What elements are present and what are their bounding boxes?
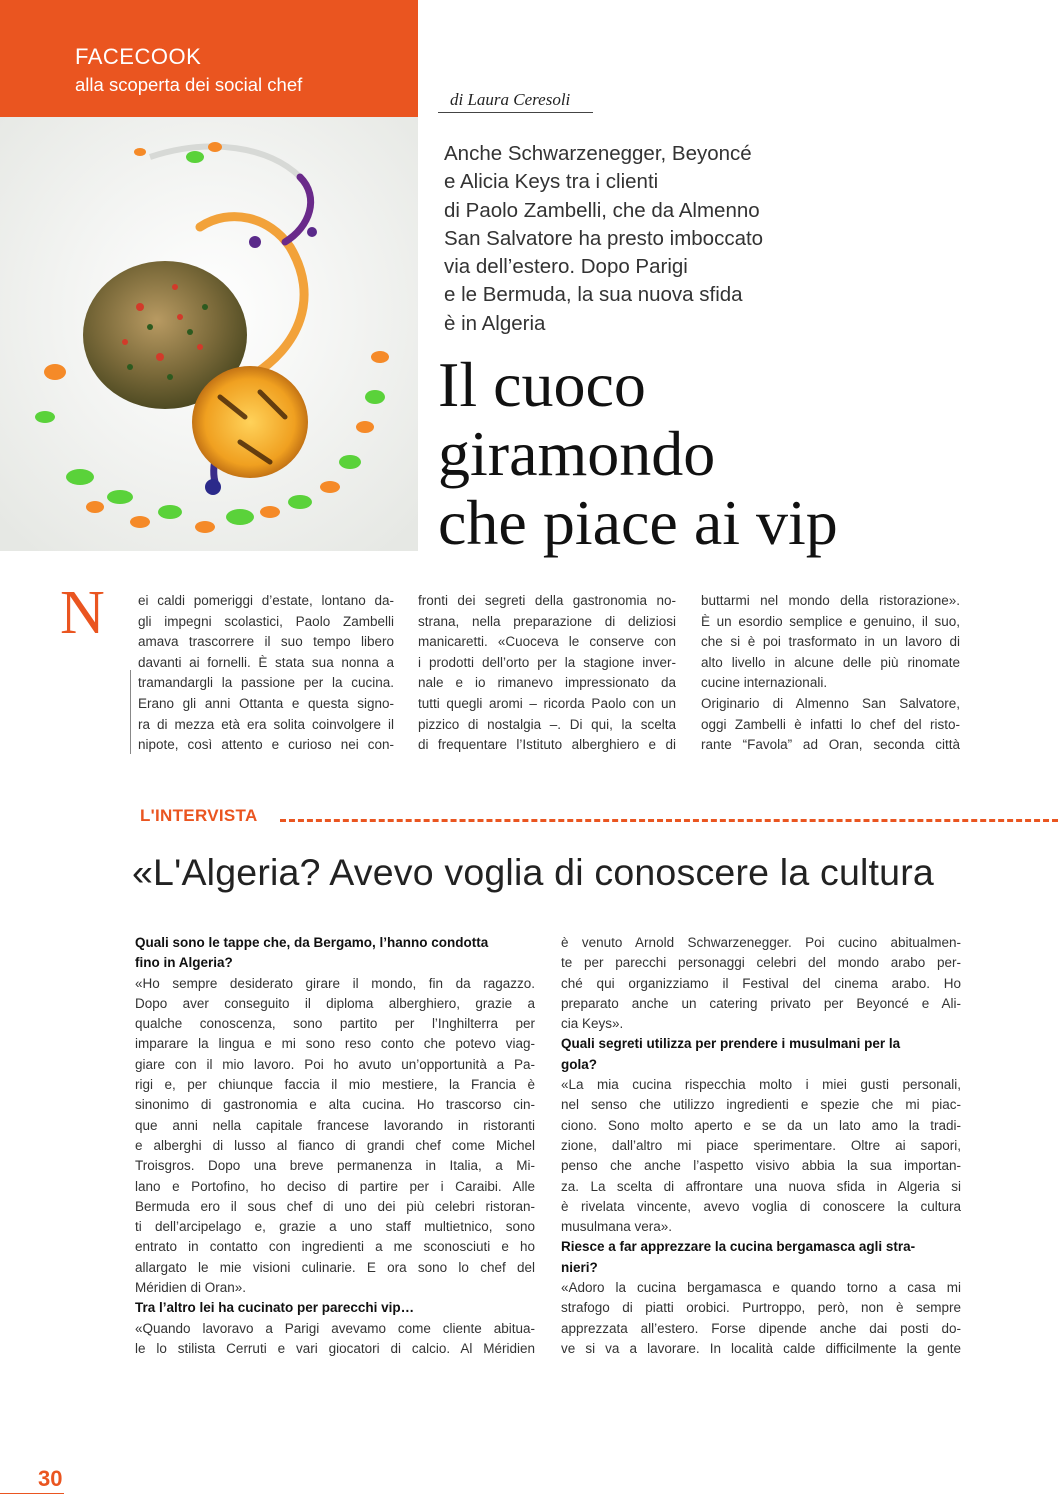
interview-answer-line: strafogo di piatti orobici. Purtroppo, però, non è sempre (561, 1300, 961, 1316)
section-header-box (0, 0, 418, 117)
deck-line: di Paolo Zambelli, che da Almenno (444, 198, 760, 222)
text-line: Erano gli anni Ottanta e questa signo- (138, 695, 394, 711)
interview-answer-line: lano e Portofino, ho deciso di partire per i Caraibi. Alle (135, 1178, 535, 1194)
intro-column-1 (138, 591, 394, 756)
interview-answer-line: ché qui organizziamo il Festival del cinema arabo. Ho (561, 975, 961, 991)
interview-answer-line: qualche conoscenza, sono partito per l’Inghilterra per (135, 1016, 535, 1032)
dish-illustration (0, 117, 418, 551)
author-byline: di Laura Ceresoli (450, 90, 571, 109)
article-headline (438, 350, 1038, 557)
interview-question-line: nieri? (561, 1259, 598, 1275)
text-line: tramandargli la passione per la cucina. (138, 675, 394, 691)
interview-answer-line: è venuto Arnold Schwarzenegger. Poi cucino abitualmen- (561, 935, 961, 950)
interview-answer-line: «La mia cucina rispecchia molto i miei gusti personali, (561, 1077, 961, 1093)
interview-question-line: fino in Algeria? (135, 955, 233, 971)
text-line: nipote, così attento e curioso nei con- (138, 737, 394, 753)
intro-column-3 (701, 591, 960, 756)
interview-label: L'INTERVISTA (140, 806, 258, 825)
interview-answer-line: Bermuda ero il sous chef di uno dei più celebri ristoran- (135, 1198, 535, 1214)
interview-answer-line: nel senso che utilizzo ingredienti e spezie che mi piac- (561, 1097, 961, 1113)
text-line: cucine internazionali. (701, 675, 828, 691)
text-line: È un esordio semplice e genuino, il suo, (701, 613, 960, 629)
interview-question-line: gola? (561, 1056, 597, 1072)
interview-answer-line: ciono. Sono molto aperto e se da un lato amo la tradi- (561, 1117, 961, 1133)
interview-answer-line: rigi e, per chiunque faccia il mio mestiere, la Francia è (135, 1077, 535, 1093)
interview-answer-line: imparare la lingua e mi sono reso conto che potevo viag- (135, 1036, 535, 1052)
deck-line: e Alicia Keys tra i clienti (444, 170, 659, 194)
interview-answer-line: ve si va a lavorare. In località calde difficilmente la gente (561, 1340, 961, 1356)
interview-question-line: Riesce a far apprezzare la cucina bergamasca agli stra- (561, 1239, 916, 1255)
interview-answer-line: «Adoro la cucina bergamasca e quando torno a casa mi (561, 1280, 961, 1296)
text-line: alto livello in alcune delle più rinomate (701, 654, 960, 670)
interview-column-1 (135, 933, 535, 1359)
interview-answer-line: za. La scelta di affrontare una nuova sfida in Algeria si (561, 1178, 961, 1194)
page-number: 30 (38, 1466, 63, 1491)
drop-cap: N (60, 579, 105, 647)
text-line: i prodotti dell’orto per la stagione inver- (418, 654, 676, 670)
interview-answer-line: le lo stilista Cerruti e vari giocatori di calcio. Al Méridien (135, 1340, 535, 1356)
section-title: FACECOOK (75, 44, 202, 69)
text-line: ra di mezza età era solita coinvolgere il (138, 716, 394, 732)
interview-answer-line: musulmana vera». (561, 1219, 673, 1235)
headline-line: giramondo (438, 418, 716, 489)
interview-answer-line: è rivelata vincente, avevo voglia di conoscere la cultura (561, 1198, 961, 1214)
text-line: strana, nella preparazione di deliziosi (418, 613, 676, 629)
interview-answer-line: preparato anche un catering privato per Beyoncé e Ali- (561, 995, 961, 1011)
text-line: tutti quegli aromi – ricorda Paolo con un (418, 695, 676, 711)
text-line: gli impegni scolastici, Paolo Zambelli (138, 613, 394, 629)
interview-answer-line: cia Keys». (561, 1016, 624, 1032)
interview-answer-line: Troisgros. Dopo una breve permanenza in Italia, a Mi- (135, 1158, 535, 1174)
interview-column-2 (561, 933, 961, 1359)
text-line: che si è poi trasformato in un lavoro di (701, 634, 960, 650)
text-line: oggi Zambelli è infatti lo chef del risto- (701, 716, 960, 732)
text-line: ei caldi pomeriggi d’estate, lontano da- (138, 593, 394, 608)
text-line: rante “Favola” ad Oran, seconda città (701, 737, 960, 753)
text-line: Originario di Almenno San Salvatore, (701, 695, 960, 711)
interview-answer-line: e alberghi di lusso al fianco di grandi chef come Michel (135, 1137, 535, 1153)
interview-answer-line: «Ho sempre desiderato girare il mondo, fin da ragazzo. (135, 975, 535, 991)
deck-line: e le Bermuda, la sua nuova sfida (444, 283, 743, 307)
interview-answer-line: giare con il mio lavoro. Poi ho avuto un’opportunità a Pa- (135, 1056, 535, 1072)
text-line: davanti ai fornelli. È stata sua nonna a (138, 654, 394, 670)
interview-answer-line: Méridien di Oran». (135, 1280, 247, 1296)
text-line: nale e io rimanevo impressionato da (418, 675, 676, 691)
interview-answer-line: entrato in contatto con ingredienti a me sconosciuti e ho (135, 1239, 535, 1255)
interview-answer-line: Dopo aver conseguito il diploma alberghiero, grazie a (135, 995, 535, 1011)
interview-answer-line: sinonimo di gastronomia e alta cucina. Ho trascorso cin- (135, 1097, 535, 1113)
intro-column-2 (418, 591, 676, 756)
interview-question-line: Tra l’altro lei ha cucinato per parecchi vip… (135, 1300, 415, 1316)
text-line: di frequentare l’Istituto alberghiero e di (418, 737, 676, 753)
deck-line: Anche Schwarzenegger, Beyoncé (444, 142, 752, 165)
text-line: manicaretti. «Cuoceva le conserve con (418, 634, 676, 650)
text-line: buttarmi nel mondo della ristorazione». (701, 593, 960, 608)
interview-answer-line: «Quando lavoravo a Parigi avevamo come cliente abitua- (135, 1320, 535, 1336)
interview-answer-line: ti dell’arcipelago e, grazie a uno staff multietnico, sono (135, 1219, 535, 1235)
text-line: amava trascorrere il suo tempo libero (138, 634, 394, 650)
deck-line: San Salvatore ha presto imboccato (444, 226, 764, 250)
interview-title: «L'Algeria? Avevo voglia di conoscere la cultura (132, 851, 934, 893)
headline-line: Il cuoco (438, 349, 646, 420)
article-deck (444, 140, 854, 338)
interview-answer-line: allargato le mie visioni culinarie. E ora sono lo chef del (135, 1259, 535, 1275)
dashed-divider (280, 819, 1058, 822)
interview-answer-line: te per parecchi personaggi celebri del mondo arabo per- (561, 955, 961, 971)
interview-answer-line: apprezzata all’estero. Forse dipende anche dai posti do- (561, 1320, 961, 1336)
page-number-rule (0, 1493, 64, 1494)
deck-line: via dell’estero. Dopo Parigi (444, 255, 688, 279)
section-subtitle: alla scoperta dei social chef (75, 74, 303, 95)
interview-answer-line: que anni nella capitale francese lavorando in ristoranti (135, 1117, 535, 1133)
interview-answer-line: penso che anche l’aspetto visivo abbia la sua importan- (561, 1158, 961, 1174)
interview-answer-line: zione, dall’altro mi piace sperimentare. Oltre ai sapori, (561, 1137, 961, 1153)
food-photo (0, 117, 418, 551)
interview-question-line: Quali sono le tappe che, da Bergamo, l’hanno condotta (135, 935, 489, 950)
drop-cap-rule (130, 670, 131, 754)
text-line: pizzico di nostalgia –. Di qui, la scelta (418, 716, 676, 732)
byline-rule (438, 112, 593, 113)
headline-line: che piace ai vip (438, 487, 838, 558)
text-line: fronti dei segreti della gastronomia no- (418, 593, 676, 608)
deck-line: è in Algeria (444, 311, 546, 335)
interview-question-line: Quali segreti utilizza per prendere i musulmani per la (561, 1036, 901, 1052)
